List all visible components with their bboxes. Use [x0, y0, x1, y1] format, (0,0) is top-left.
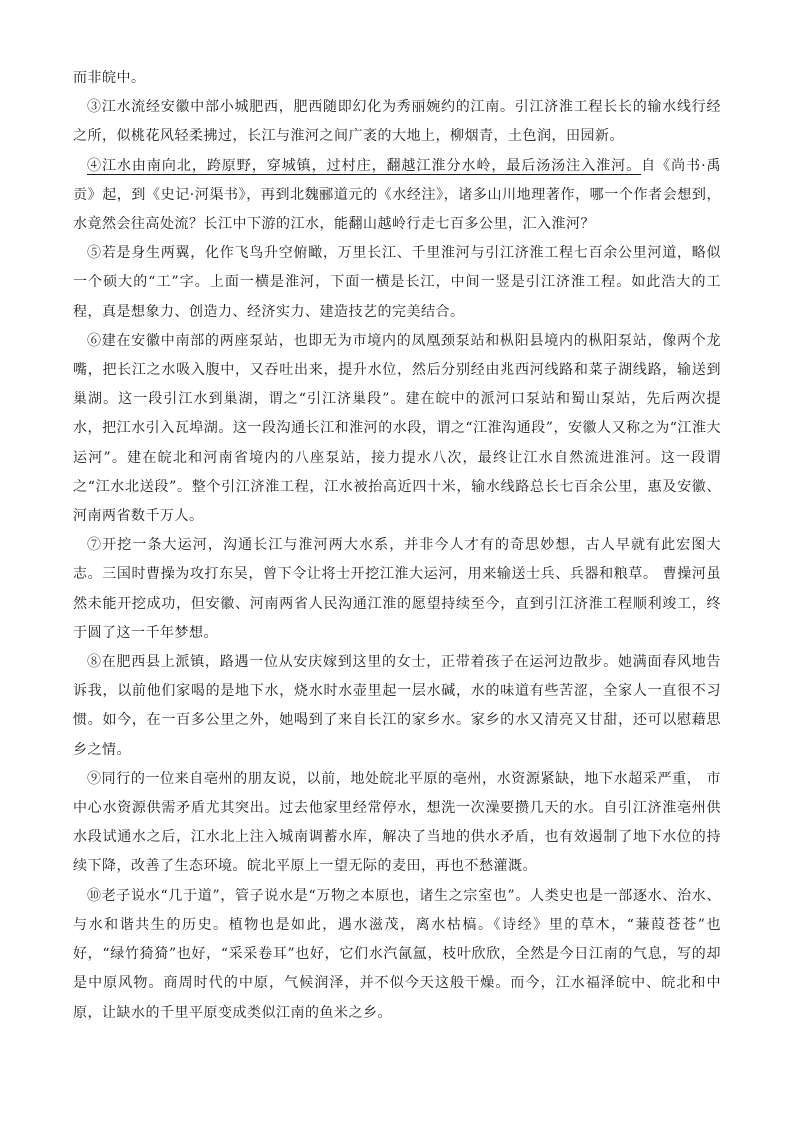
paragraph-8: ⑧在肥西县上派镇，路遇一位从安庆嫁到这里的女士，正带着孩子在运河边散步。她满面春风地告诉我，以前他们家喝的是地下水，烧水时水壶里起一层水碱，水的味道有些苦涩，全家人一直很不习惯。如今，在一百多公里之外，她喝到了来自长江的家乡水。家乡的水又清亮又甘甜，还可以慰藉思乡之情。 — [73, 654, 721, 758]
paragraph-4-rest: 自《尚书·禹贡》起，到《史记·河渠书》，再到北魏郦道元的《水经注》，诸多山川地理著作，哪一个作者会想到，水竟然会往高处流？长江中下游的江水，能翻山越岭行走七百多公里，汇入淮河？ — [73, 157, 722, 233]
lead-line: 而非皖中。 — [73, 70, 146, 86]
paragraph-9: ⑨同行的一位来自亳州的朋友说，以前，地处皖北平原的亳州，水资源紧缺，地下水超采严重， 市中心水资源供需矛盾尤其突出。过去他家里经常停水，想洗一次澡要攒几天的水。自引江济淮亳州供水段试通水之后，江水北上注入城南调蓄水库，解决了当地的供水矛盾，也有效遏制了地下水位的持续下降，改善了生态环境。皖北平原上一望无际的麦田，再也不愁灌溉。 — [73, 770, 721, 875]
paragraph-4 — [73, 152, 721, 240]
paragraph-6: ⑥建在安徽中南部的两座泵站，也即无为市境内的凤凰颈泵站和枞阳县境内的枞阳泵站，像两个龙嘴，把长江之水吸入腹中，又吞吐出来，提升水位，然后分别经由兆西河线路和菜子湖线路，输送到巢湖。这一段引江水到巢湖，谓之“引江济巢段”。建在皖中的派河口泵站和蜀山泵站，先后两次提水，把江水引入瓦埠湖。这一段沟通长江和淮河的水段，谓之“江淮沟通段”，安徽人又称之为“江淮大运河”。建在皖北和河南省境内的八座泵站，接力提水八次，最终让江水自然流进淮河。这一段谓之“江水北送段”。整个引江济淮工程，江水被抬高近四十米，输水线路总长七百余公里，惠及安徽、河南两省数千万人。 — [73, 332, 721, 525]
paragraph-7: ⑦开挖一条大运河，沟通长江与淮河两大水系，并非今人才有的奇思妙想，古人早就有此宏图大志。三国时曹操为攻打东吴，曾下令让将士开挖江淮大运河，用来输送士兵、兵器和粮草。 曹操河虽然未能开挖成功，但安徽、河南两省人民沟通江淮的愿望持续至今，直到引江济淮工程顺利竣工，终于圆了这一千年梦想。 — [73, 537, 721, 641]
paragraph-5: ⑤若是身生两翼，化作飞鸟升空俯瞰，万里长江、千里淮河与引江济淮工程七百余公里河道，略似一个硕大的“工”字。上面一横是淮河，下面一横是长江，中间一竖是引江济淮工程。如此浩大的工程，真是想象力、创造力、经济实力、建造技艺的完美结合。 — [73, 245, 721, 320]
paragraph-10: ⑩老子说水“几于道”，管子说水是“万物之本原也，诸生之宗室也”。人类史也是一部逐水、治水、与水和谐共生的历史。植物也是如此，遇水滋茂，离水枯槁。《诗经》里的草木，“蒹葭苍苍”也好，“绿竹猗猗”也好，“采采卷耳”也好，它们水汽氤氲，枝叶欣欣，全然是今日江南的气息，写的却是中原风物。商周时代的中原，气候润泽，并不似今天这般干燥。而今，江水福泽皖中、皖北和中原，让缺水的千里平原变成类似江南的鱼米之乡。 — [73, 887, 721, 1021]
paragraph-3: ③江水流经安徽中部小城肥西，肥西随即幻化为秀丽婉约的江南。引江济淮工程长长的输水线行经之所，似桃花风轻柔拂过，长江与淮河之间广袤的大地上，柳烟青，土色润，田园新。 — [73, 99, 721, 145]
underlined-sentence: ④江水由南向北，跨原野，穿城镇，过村庄，翻越江淮分水岭，最后汤汤注入淮河。 — [87, 157, 642, 174]
